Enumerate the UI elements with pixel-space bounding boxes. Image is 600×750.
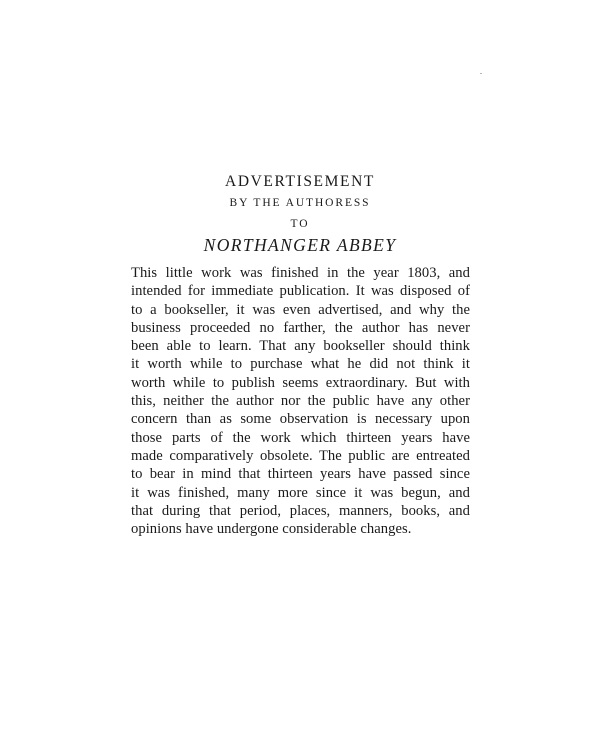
advertisement-paragraph [131, 264, 470, 538]
paragraph-line: that during that period, places, manners, books, and [131, 502, 470, 519]
book-title: NORTHANGER ABBEY [203, 235, 397, 255]
paragraph-line: it was finished, many more since it was begun, and [131, 484, 470, 501]
paragraph-line: business proceeded no farther, the author has never [131, 319, 470, 336]
advertisement-heading: ADVERTISEMENT [225, 173, 375, 190]
authoress-byline: BY THE AUTHORESS [229, 197, 371, 209]
paragraph-line: opinions have undergone considerable changes. [131, 521, 412, 538]
paragraph-line: those parts of the work which thirteen years have [131, 429, 470, 446]
paragraph-line: to bear in mind that thirteen years have passed since [131, 466, 470, 483]
paragraph-line: been able to learn. That any bookseller should think [131, 338, 470, 355]
paragraph-line: made comparatively obsolete. The public are entreated [131, 447, 470, 464]
paragraph-line: concern than as some observation is necessary upon [131, 411, 470, 428]
page-speck [480, 73, 482, 74]
paragraph-line: to a bookseller, it was even advertised, and why the [131, 301, 470, 318]
to-line: TO [290, 218, 310, 230]
paragraph-line: intended for immediate publication. It was disposed of [131, 283, 470, 300]
paragraph-line: This little work was finished in the year 1803, and [131, 265, 470, 281]
paragraph-line: this, neither the author nor the public have any other [131, 393, 470, 410]
paragraph-line: worth while to publish seems extraordinary. But with [131, 374, 470, 391]
paragraph-line: it worth while to purchase what he did not think it [131, 356, 470, 373]
